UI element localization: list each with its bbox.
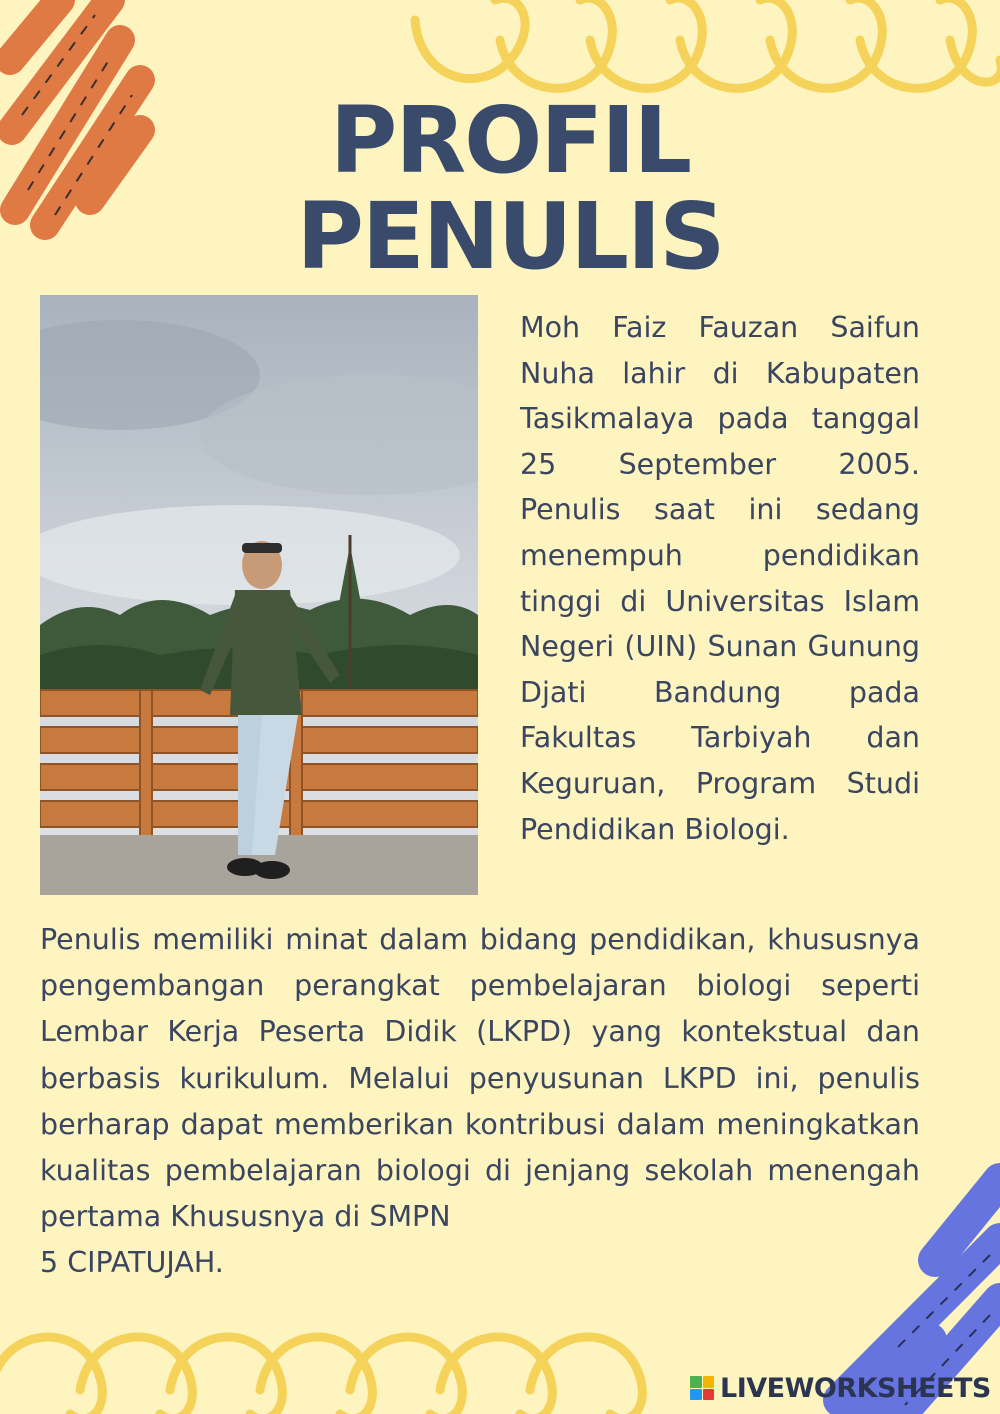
interest-paragraph-last-line: 5 CIPATUJAH. xyxy=(40,1246,224,1280)
yellow-loops-bottom xyxy=(0,1337,642,1414)
author-bio: Moh Faiz Fauzan Saifun Nuha lahir di Kabupaten Tasikmalaya pada tanggal 25 September 2005. Penulis saat ini sedang menempuh pendidikan tinggi di Universitas Islam Negeri (UIN) Sunan Gunung Djati Bandung pada Fakultas Tarbiyah dan Keguruan, Program Studi Pendidikan Biologi. xyxy=(520,311,920,846)
page-title-line-1: PROFIL xyxy=(329,87,691,194)
yellow-loops-top xyxy=(415,0,1000,88)
interest-paragraph xyxy=(40,917,920,1287)
liveworksheets-logo-icon xyxy=(690,1376,714,1400)
liveworksheets-branding xyxy=(690,1370,991,1406)
author-photo xyxy=(40,295,478,895)
page-title-line-2: PENULIS xyxy=(296,183,724,290)
interest-paragraph-body: Penulis memiliki minat dalam bidang pendidikan, khususnya pengembangan perangkat pembelajaran biologi seperti Lembar Kerja Peserta Didik (LKPD) yang kontekstual dan berbasis kurikulum. Melalui penyusunan LKPD ini, penulis berharap dapat memberikan kontribusi dalam meningkatkan kualitas pembelajaran biologi di jenjang sekolah menengah pertama Khususnya di SMPN xyxy=(40,923,920,1234)
liveworksheets-wordmark: LIVEWORKSHEETS xyxy=(720,1372,991,1404)
